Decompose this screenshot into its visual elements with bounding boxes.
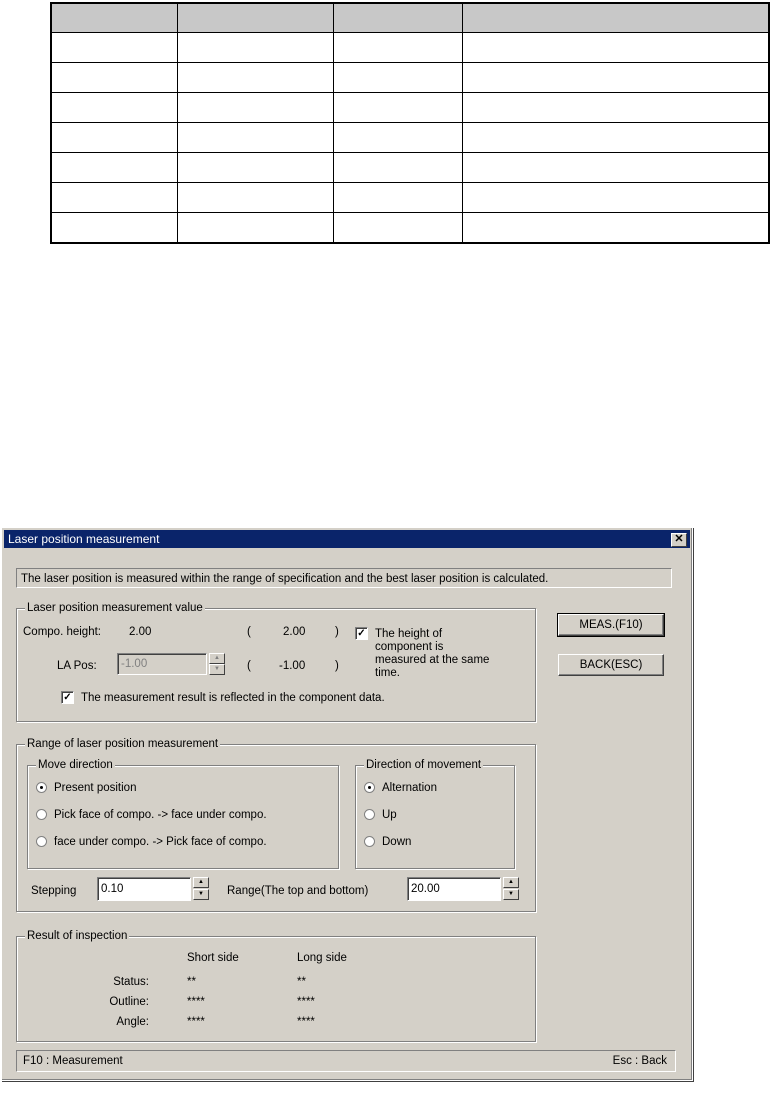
- table-cell: [51, 213, 178, 244]
- table-cell: [51, 33, 178, 63]
- reflect-result-checkbox[interactable]: ✓: [61, 691, 74, 704]
- range-group: [16, 738, 536, 912]
- table-cell: [51, 93, 178, 123]
- spin-up-icon[interactable]: ▲: [503, 877, 519, 888]
- table-cell: [334, 153, 463, 183]
- la-pos-paren-value: -1.00: [279, 660, 306, 672]
- compo-height-label: Compo. height:: [23, 626, 101, 638]
- height-check-label-line2: component is: [375, 641, 444, 653]
- table-cell: [334, 63, 463, 93]
- height-check-label-line4: time.: [375, 667, 400, 679]
- direction-of-movement-group: [355, 759, 515, 869]
- table-cell: [334, 183, 463, 213]
- result-angle-short: ****: [187, 1016, 205, 1028]
- stepping-spinner[interactable]: [193, 877, 209, 901]
- table-cell: [463, 33, 770, 63]
- radio-up[interactable]: [364, 809, 375, 820]
- measurement-value-group-label: Laser position measurement value: [27, 602, 203, 614]
- la-pos-input[interactable]: [117, 653, 207, 675]
- la-pos-spinner[interactable]: [209, 653, 225, 675]
- spin-down-icon[interactable]: ▼: [503, 889, 519, 900]
- table-cell: [334, 93, 463, 123]
- direction-of-movement-label: Direction of movement: [366, 759, 482, 771]
- table-cell: [334, 33, 463, 63]
- result-outline-long: ****: [297, 996, 315, 1008]
- range-top-bottom-label: Range(The top and bottom): [227, 885, 369, 897]
- table-cell: [51, 153, 178, 183]
- result-angle-long: ****: [297, 1016, 315, 1028]
- spin-down-icon[interactable]: ▼: [209, 664, 225, 675]
- dialog-title: Laser position measurement: [8, 532, 160, 546]
- table-cell: [178, 63, 334, 93]
- meas-button[interactable]: MEAS.(F10): [558, 614, 664, 636]
- move-direction-group: [27, 759, 339, 869]
- radio-up-label: Up: [382, 809, 397, 821]
- table-row: [51, 123, 769, 153]
- range-spinner[interactable]: [503, 877, 519, 901]
- info-text: The laser position is measured within the range of specification and the best laser position is calculated.: [16, 568, 672, 588]
- radio-down[interactable]: [364, 836, 375, 847]
- empty-table: [50, 2, 770, 244]
- height-measure-checkbox[interactable]: ✓: [355, 627, 368, 640]
- long-side-header: Long side: [297, 952, 347, 964]
- table-header-cell: [463, 3, 770, 33]
- radio-pick-to-under-label: Pick face of compo. -> face under compo.: [54, 809, 267, 821]
- table-cell: [463, 63, 770, 93]
- table-cell: [463, 153, 770, 183]
- result-status-label: Status:: [113, 976, 149, 988]
- back-button[interactable]: BACK(ESC): [558, 654, 664, 676]
- radio-present-position-label: Present position: [54, 782, 137, 794]
- short-side-header: Short side: [187, 952, 239, 964]
- compo-height-paren-value: 2.00: [283, 626, 306, 638]
- status-bar: [16, 1050, 676, 1072]
- radio-alternation[interactable]: [364, 782, 375, 793]
- status-right: Esc : Back: [612, 1055, 667, 1067]
- table-header-cell: [334, 3, 463, 33]
- height-check-label-line1: The height of: [375, 628, 443, 640]
- table-row: [51, 183, 769, 213]
- range-group-label: Range of laser position measurement: [27, 738, 219, 750]
- table-row: [51, 153, 769, 183]
- compo-height-paren-open: (: [247, 626, 251, 638]
- result-group: [16, 930, 536, 1042]
- table-cell: [178, 183, 334, 213]
- reflect-result-label: The measurement result is reflected in the component data.: [81, 692, 385, 704]
- table-cell: [334, 213, 463, 244]
- table-row: [51, 63, 769, 93]
- dialog-titlebar[interactable]: [4, 530, 690, 548]
- table-cell: [51, 63, 178, 93]
- table-cell: [178, 123, 334, 153]
- spin-down-icon[interactable]: ▼: [193, 889, 209, 900]
- table-cell: [178, 33, 334, 63]
- table-cell: [463, 93, 770, 123]
- close-icon[interactable]: ✕: [671, 533, 687, 547]
- move-direction-label: Move direction: [38, 759, 113, 771]
- radio-pick-to-under[interactable]: [36, 809, 47, 820]
- la-pos-paren-open: (: [247, 660, 251, 672]
- table-row: [51, 93, 769, 123]
- table-cell: [51, 123, 178, 153]
- spin-up-icon[interactable]: ▲: [193, 877, 209, 888]
- table-cell: [178, 93, 334, 123]
- table-cell: [51, 183, 178, 213]
- table-row: [51, 33, 769, 63]
- la-pos-label: LA Pos:: [57, 660, 97, 672]
- table-cell: [463, 123, 770, 153]
- measurement-value-group: [16, 602, 536, 722]
- compo-height-value: 2.00: [129, 626, 152, 638]
- table-cell: [178, 213, 334, 244]
- spin-up-icon[interactable]: ▲: [209, 653, 225, 664]
- range-input[interactable]: [407, 877, 501, 901]
- table-cell: [463, 183, 770, 213]
- stepping-label: Stepping: [31, 885, 77, 897]
- table-header-cell: [178, 3, 334, 33]
- table-cell: [463, 213, 770, 244]
- laser-position-dialog: [1, 527, 693, 1081]
- result-outline-label: Outline:: [109, 996, 149, 1008]
- table-cell: [178, 153, 334, 183]
- table-row: [51, 213, 769, 244]
- result-outline-short: ****: [187, 996, 205, 1008]
- result-angle-label: Angle:: [116, 1016, 149, 1028]
- radio-alternation-label: Alternation: [382, 782, 437, 794]
- radio-under-to-pick-label: face under compo. -> Pick face of compo.: [54, 836, 267, 848]
- radio-under-to-pick[interactable]: [36, 836, 47, 847]
- height-check-label-line3: measured at the same: [375, 654, 490, 666]
- status-left: F10 : Measurement: [23, 1055, 123, 1067]
- radio-present-position[interactable]: [36, 782, 47, 793]
- radio-down-label: Down: [382, 836, 412, 848]
- result-status-long: **: [297, 976, 306, 988]
- la-pos-paren-close: ): [335, 660, 339, 672]
- table-cell: [334, 123, 463, 153]
- table-header-cell: [51, 3, 178, 33]
- compo-height-paren-close: ): [335, 626, 339, 638]
- stepping-input[interactable]: [97, 877, 191, 901]
- table-header-row: [51, 3, 769, 33]
- result-status-short: **: [187, 976, 196, 988]
- result-group-label: Result of inspection: [27, 930, 128, 942]
